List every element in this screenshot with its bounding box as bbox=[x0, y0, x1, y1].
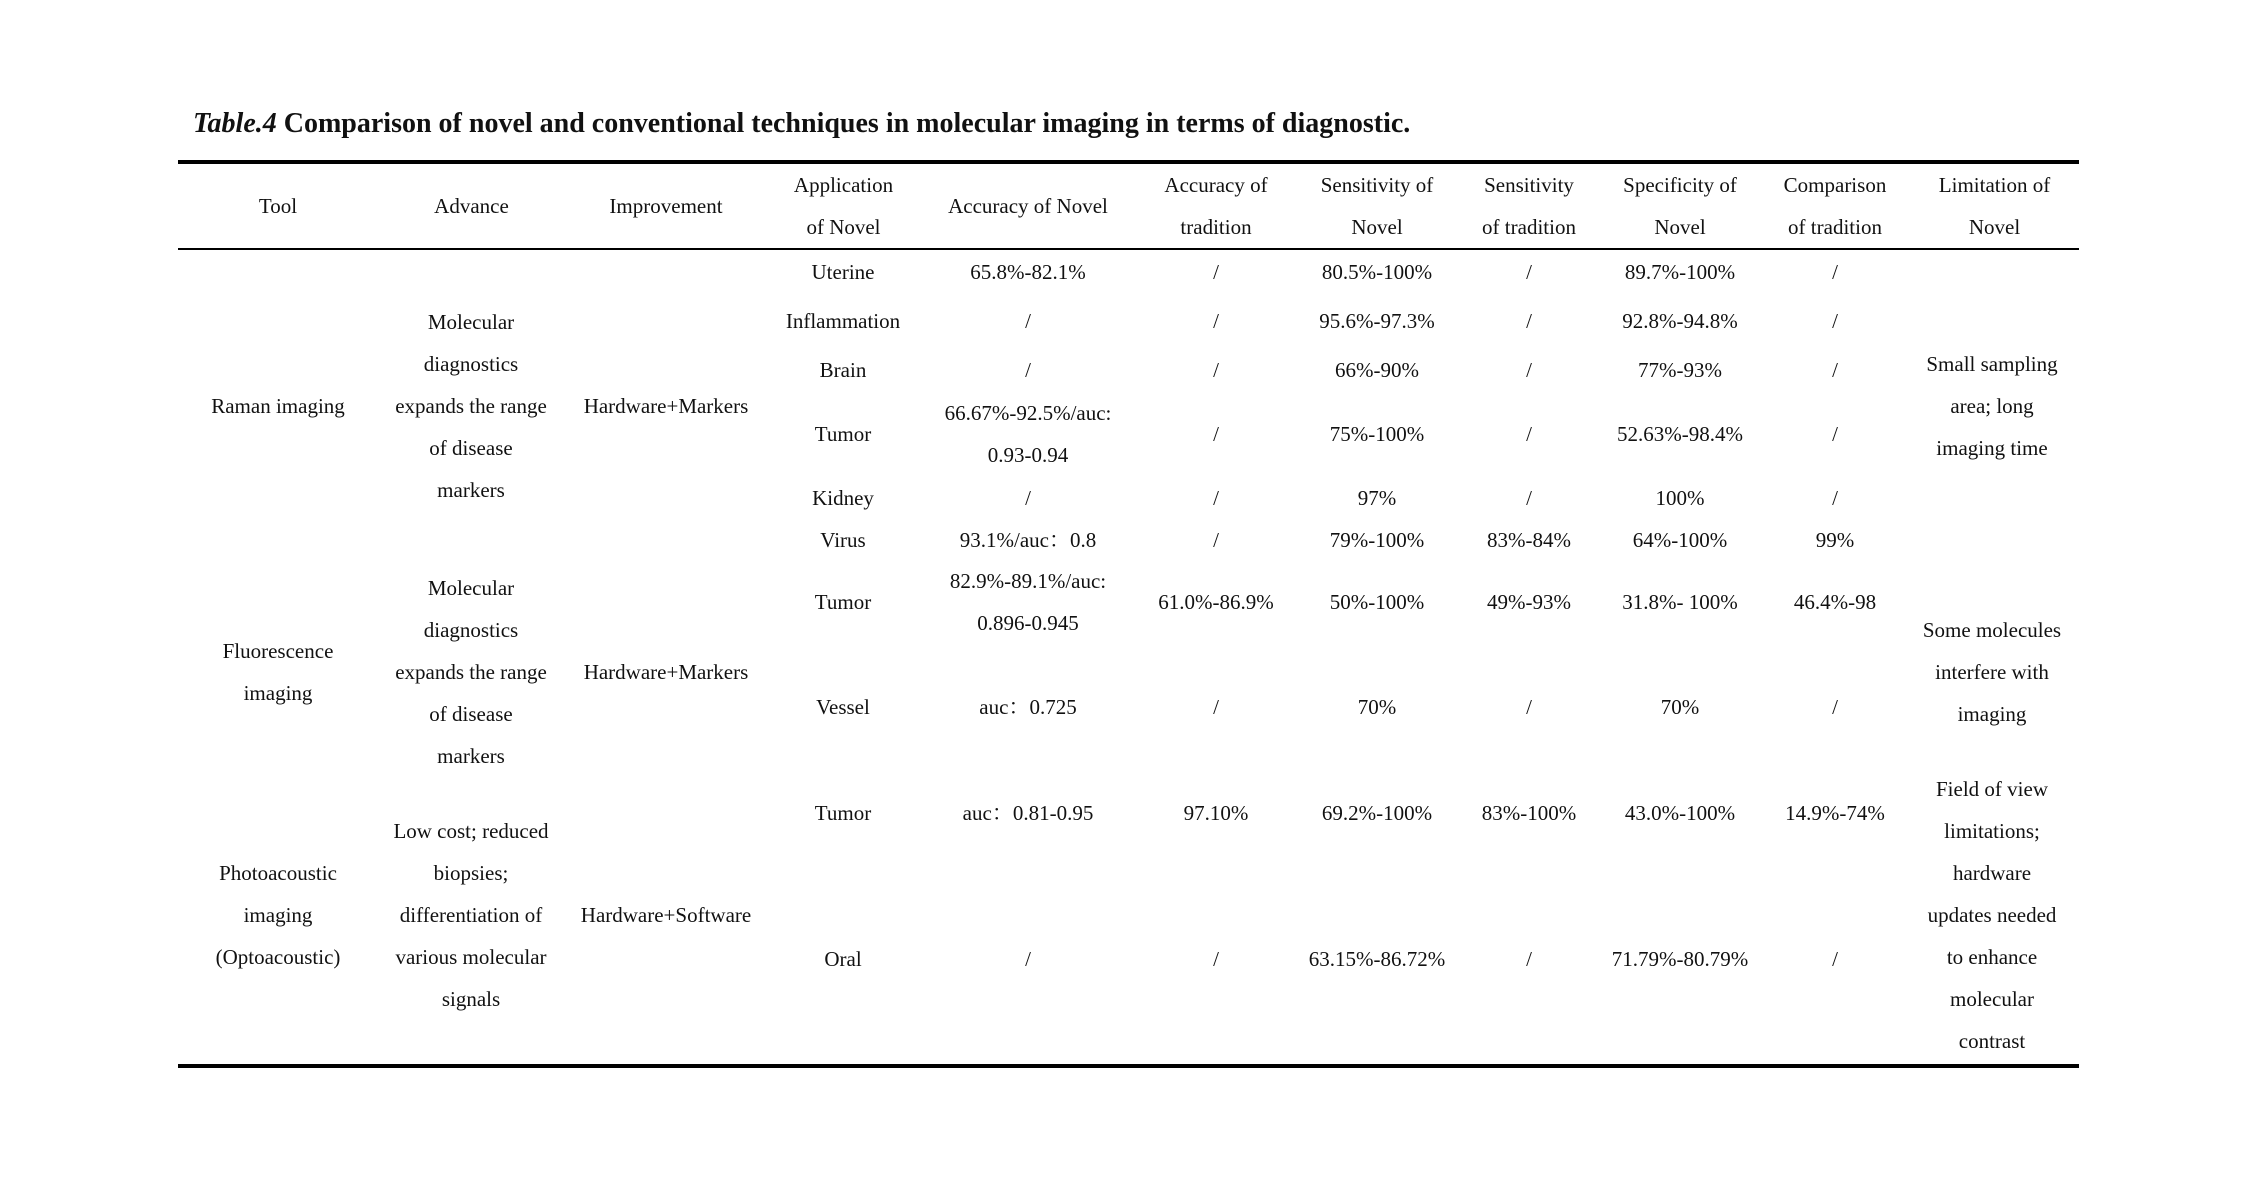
tool-cell bbox=[211, 385, 345, 427]
comparison-tradition-cell: / bbox=[1832, 695, 1838, 719]
accuracy-novel-cell bbox=[1025, 300, 1031, 342]
cell-line: Limitation of bbox=[1938, 172, 2051, 197]
cell-line: Raman imaging bbox=[211, 394, 345, 418]
sensitivity-novel-cell: 97% bbox=[1357, 486, 1397, 510]
header-limitation bbox=[1910, 163, 2079, 248]
cell-line: of tradition bbox=[1482, 214, 1576, 239]
tool-cell bbox=[223, 630, 334, 714]
application-cell: Oral bbox=[824, 947, 862, 971]
accuracy-novel-cell bbox=[970, 251, 1085, 293]
tool-cell bbox=[216, 852, 341, 978]
limitation-cell bbox=[1926, 343, 2057, 469]
application-cell: Uterine bbox=[811, 260, 875, 284]
specificity-novel-cell: 92.8%-94.8% bbox=[1622, 309, 1738, 333]
improvement-cell bbox=[584, 651, 749, 693]
improvement-cell bbox=[584, 385, 749, 427]
sensitivity-tradition-cell: / bbox=[1526, 695, 1532, 719]
cell-line: interfere with bbox=[1935, 660, 2049, 684]
sensitivity-tradition-cell: / bbox=[1526, 309, 1532, 333]
cell-line: Fluorescence bbox=[222, 639, 334, 663]
cell-line: Accuracy of Novel bbox=[948, 193, 1108, 218]
cell-line: expands the range bbox=[395, 660, 547, 684]
cell-line: of disease bbox=[429, 436, 513, 460]
sensitivity-novel-cell: 63.15%-86.72% bbox=[1308, 947, 1446, 971]
comparison-tradition-cell: / bbox=[1832, 260, 1838, 284]
cell-line: markers bbox=[437, 478, 505, 502]
cell-line: Novel bbox=[1351, 214, 1403, 239]
cell-line: biopsies; bbox=[433, 861, 509, 885]
sensitivity-tradition-cell: / bbox=[1526, 947, 1532, 971]
header-application bbox=[767, 163, 920, 248]
cell-line: / bbox=[1025, 947, 1031, 971]
cell-line: Tool bbox=[258, 193, 298, 218]
accuracy-tradition-cell: 97.10% bbox=[1183, 801, 1249, 825]
accuracy-novel-cell bbox=[1025, 477, 1031, 519]
accuracy-tradition-cell: / bbox=[1213, 695, 1219, 719]
accuracy-tradition-cell: / bbox=[1213, 422, 1219, 446]
header-advance bbox=[378, 163, 565, 248]
application-cell: Vessel bbox=[816, 695, 870, 719]
cell-line: signals bbox=[441, 987, 501, 1011]
specificity-novel-cell: 43.0%-100% bbox=[1624, 801, 1736, 825]
cell-line: Molecular bbox=[427, 310, 515, 334]
sensitivity-tradition-cell: / bbox=[1526, 358, 1532, 382]
cell-line: Sensitivity bbox=[1484, 172, 1574, 197]
sensitivity-novel-cell: 79%-100% bbox=[1329, 528, 1425, 552]
cell-line: contrast bbox=[1958, 1029, 2026, 1053]
cell-line: Field of view bbox=[1936, 777, 2048, 801]
cell-line: 82.9%-89.1%/auc: bbox=[949, 569, 1107, 593]
header-accuracy-novel bbox=[920, 163, 1136, 248]
cell-line: hardware bbox=[1952, 861, 2032, 885]
sensitivity-tradition-cell: / bbox=[1526, 260, 1532, 284]
cell-line: Improvement bbox=[609, 193, 723, 218]
comparison-tradition-cell: / bbox=[1832, 309, 1838, 333]
cell-line: of Novel bbox=[806, 214, 881, 239]
table-caption bbox=[193, 108, 1410, 140]
cell-line: Novel bbox=[1968, 214, 2021, 239]
advance-cell bbox=[395, 301, 547, 511]
cell-line: to enhance bbox=[1946, 945, 2038, 969]
comparison-tradition-cell: / bbox=[1832, 947, 1838, 971]
application-cell: Tumor bbox=[814, 801, 872, 825]
cell-line: 93.1%/auc：0.8 bbox=[959, 528, 1097, 552]
cell-line: 0.93-0.94 bbox=[987, 443, 1069, 467]
application-cell: Tumor bbox=[814, 422, 872, 446]
cell-line: Molecular bbox=[427, 576, 515, 600]
limitation-cell bbox=[1923, 609, 2061, 735]
cell-line: imaging bbox=[1957, 702, 2027, 726]
accuracy-novel-cell bbox=[960, 519, 1096, 561]
cell-line: various molecular bbox=[395, 945, 547, 969]
limitation-cell bbox=[1928, 768, 2057, 1062]
cell-line: Sensitivity of bbox=[1320, 172, 1434, 197]
sensitivity-tradition-cell: 83%-100% bbox=[1481, 801, 1577, 825]
cell-line: diagnostics bbox=[423, 618, 519, 642]
cell-line: Hardware+Software bbox=[580, 903, 752, 927]
specificity-novel-cell: 71.79%-80.79% bbox=[1611, 947, 1749, 971]
comparison-tradition-cell: 46.4%-98 bbox=[1793, 590, 1877, 614]
cell-line: updates needed bbox=[1927, 903, 2057, 927]
accuracy-novel-cell bbox=[963, 792, 1094, 834]
cell-line: area; long bbox=[1950, 394, 2034, 418]
specificity-novel-cell: 64%-100% bbox=[1632, 528, 1728, 552]
cell-line: 0.896-0.945 bbox=[977, 611, 1079, 635]
advance-cell bbox=[395, 567, 547, 777]
header-sensitivity-tradition bbox=[1458, 163, 1600, 248]
sensitivity-tradition-cell: 83%-84% bbox=[1487, 528, 1571, 552]
application-cell: Brain bbox=[819, 358, 867, 382]
sensitivity-tradition-cell: / bbox=[1526, 422, 1532, 446]
header-tool bbox=[178, 163, 378, 248]
cell-line: imaging time bbox=[1936, 436, 2048, 460]
cell-line: Low cost; reduced bbox=[393, 819, 549, 843]
application-cell: Virus bbox=[820, 528, 866, 552]
accuracy-novel-cell bbox=[950, 560, 1106, 644]
cell-line: Small sampling bbox=[1926, 352, 2058, 376]
cell-line: / bbox=[1025, 486, 1031, 510]
comparison-tradition-cell: / bbox=[1832, 422, 1838, 446]
cell-line: / bbox=[1025, 358, 1031, 382]
accuracy-tradition-cell: / bbox=[1213, 358, 1219, 382]
cell-line: Photoacoustic bbox=[219, 861, 337, 885]
specificity-novel-cell: 52.63%-98.4% bbox=[1617, 422, 1743, 446]
sensitivity-novel-cell: 95.6%-97.3% bbox=[1319, 309, 1435, 333]
application-cell: Kidney bbox=[812, 486, 874, 510]
table-bottom-rule bbox=[178, 1064, 2079, 1068]
specificity-novel-cell: 100% bbox=[1655, 486, 1705, 510]
sensitivity-tradition-cell: 49%-93% bbox=[1487, 590, 1571, 614]
table-caption-title: Comparison of novel and conventional techniques in molecular imaging in terms of diagnostic. bbox=[283, 108, 1411, 139]
application-cell: Inflammation bbox=[785, 309, 901, 333]
cell-line: markers bbox=[437, 744, 505, 768]
comparison-tradition-cell: / bbox=[1832, 486, 1838, 510]
cell-line: Hardware+Markers bbox=[583, 394, 749, 418]
sensitivity-tradition-cell: / bbox=[1526, 486, 1532, 510]
cell-line: of disease bbox=[429, 702, 513, 726]
specificity-novel-cell: 77%-93% bbox=[1638, 358, 1722, 382]
accuracy-tradition-cell: / bbox=[1213, 486, 1219, 510]
table-caption-label: Table.4 bbox=[193, 108, 277, 139]
accuracy-tradition-cell: 61.0%-86.9% bbox=[1158, 590, 1274, 614]
sensitivity-novel-cell: 80.5%-100% bbox=[1321, 260, 1433, 284]
cell-line: molecular bbox=[1950, 987, 2034, 1011]
cell-line: Accuracy of bbox=[1164, 172, 1268, 197]
sensitivity-novel-cell: 66%-90% bbox=[1335, 358, 1419, 382]
accuracy-tradition-cell: / bbox=[1213, 309, 1219, 333]
sensitivity-novel-cell: 69.2%-100% bbox=[1321, 801, 1433, 825]
cell-line: limitations; bbox=[1944, 819, 2040, 843]
table-header-rule bbox=[178, 248, 2079, 250]
cell-line: diagnostics bbox=[423, 352, 519, 376]
cell-line: (Optoacoustic) bbox=[215, 945, 341, 969]
header-accuracy-tradition bbox=[1136, 163, 1296, 248]
sensitivity-novel-cell: 70% bbox=[1357, 695, 1397, 719]
cell-line: 65.8%-82.1% bbox=[970, 260, 1086, 284]
cell-line: imaging bbox=[243, 903, 313, 927]
cell-line: Application bbox=[793, 172, 894, 197]
cell-line: expands the range bbox=[395, 394, 547, 418]
accuracy-novel-cell bbox=[945, 392, 1112, 476]
accuracy-novel-cell bbox=[1025, 938, 1031, 980]
cell-line: auc：0.725 bbox=[979, 695, 1077, 719]
specificity-novel-cell: 70% bbox=[1660, 695, 1700, 719]
sensitivity-novel-cell: 75%-100% bbox=[1329, 422, 1425, 446]
sensitivity-novel-cell: 50%-100% bbox=[1329, 590, 1425, 614]
improvement-cell bbox=[581, 894, 751, 936]
comparison-tradition-cell: 14.9%-74% bbox=[1785, 801, 1885, 825]
cell-line: 66.67%-92.5%/auc: bbox=[944, 401, 1112, 425]
accuracy-tradition-cell: / bbox=[1213, 528, 1219, 552]
cell-line: Comparison bbox=[1783, 172, 1887, 197]
accuracy-novel-cell bbox=[979, 686, 1076, 728]
accuracy-tradition-cell: / bbox=[1213, 260, 1219, 284]
comparison-tradition-cell: / bbox=[1832, 358, 1838, 382]
header-sensitivity-novel bbox=[1296, 163, 1458, 248]
accuracy-tradition-cell: / bbox=[1213, 947, 1219, 971]
advance-cell bbox=[393, 810, 548, 1020]
header-specificity-novel bbox=[1600, 163, 1760, 248]
cell-line: tradition bbox=[1180, 214, 1252, 239]
cell-line: of tradition bbox=[1788, 214, 1882, 239]
cell-line: Specificity of bbox=[1623, 172, 1737, 197]
cell-line: Some molecules bbox=[1922, 618, 2062, 642]
cell-line: differentiation of bbox=[399, 903, 543, 927]
cell-line: / bbox=[1025, 309, 1031, 333]
cell-line: auc：0.81-0.95 bbox=[962, 801, 1094, 825]
comparison-tradition-cell: 99% bbox=[1815, 528, 1855, 552]
header-improvement bbox=[565, 163, 767, 248]
cell-line: Novel bbox=[1654, 214, 1706, 239]
specificity-novel-cell: 31.8%- 100% bbox=[1622, 590, 1738, 614]
cell-line: imaging bbox=[243, 681, 313, 705]
application-cell: Tumor bbox=[814, 590, 872, 614]
cell-line: Hardware+Markers bbox=[583, 660, 749, 684]
header-comparison-tradition bbox=[1760, 163, 1910, 248]
accuracy-novel-cell bbox=[1025, 349, 1031, 391]
specificity-novel-cell: 89.7%-100% bbox=[1624, 260, 1736, 284]
cell-line: Advance bbox=[434, 193, 509, 218]
